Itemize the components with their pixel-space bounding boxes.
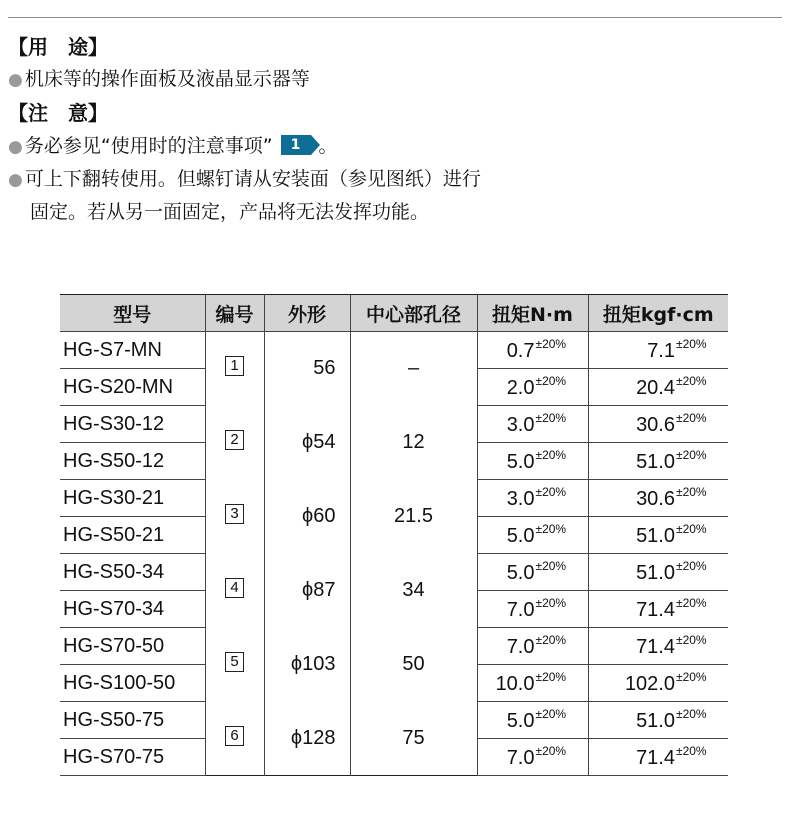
torque-kgf-cell [588,665,728,702]
caution-1-text: 务必参见“使用时的注意事项” [24,135,273,157]
caution-1-end: 。 [318,135,338,157]
usage-item [8,66,310,93]
torque-kgf-value: 20.4 [636,377,675,399]
model-cell: HG-S70-34 [60,591,205,628]
torque-kgf-cell [588,591,728,628]
center-hole-cell: – [350,332,477,406]
caution-2-line1: 可上下翻转使用。但螺钉请从安装面（参见图纸）进行 [24,168,481,190]
figure-number-box: 6 [225,726,244,746]
torque-nm-cell [477,517,588,554]
torque-nm-cell [477,443,588,480]
model-cell: HG-S100-50 [60,665,205,702]
torque-nm-cell [477,665,588,702]
tolerance-label: ±20% [676,411,707,425]
torque-kgf-value: 71.4 [636,747,675,769]
model-cell: HG-S30-21 [60,480,205,517]
table-row [60,554,728,591]
torque-kgf-value: 30.6 [636,414,675,436]
torque-nm-cell [477,702,588,739]
tolerance-label: ±20% [676,670,707,684]
shape-cell: ϕ87 [264,554,350,628]
model-cell: HG-S70-50 [60,628,205,665]
shape-cell: 56 [264,332,350,406]
torque-nm-value: 3.0 [506,414,535,436]
tolerance-label: ±20% [676,522,707,536]
model-cell: HG-S50-21 [60,517,205,554]
tolerance-label: ±20% [676,744,707,758]
torque-nm-cell [477,739,588,776]
torque-nm-cell [477,406,588,443]
torque-kgf-cell [588,332,728,369]
center-hole-cell: 75 [350,702,477,776]
caution-heading: 【注 意】 [8,101,108,125]
model-cell: HG-S70-75 [60,739,205,776]
tolerance-label: ±20% [535,522,567,536]
header-torque-nm: 扭矩N·m [477,295,588,332]
header-model: 型号 [60,295,205,332]
tolerance-label: ±20% [676,559,707,573]
shape-cell: ϕ128 [264,702,350,776]
torque-nm-cell [477,332,588,369]
tolerance-label: ±20% [535,559,567,573]
tolerance-label: ±20% [676,374,707,388]
torque-kgf-cell [588,406,728,443]
torque-kgf-value: 51.0 [636,562,675,584]
figure-number-box: 3 [225,504,244,524]
shape-cell: ϕ103 [264,628,350,702]
header-torque-kgf: 扭矩kgf·cm [588,295,728,332]
figure-number-box: 5 [225,652,244,672]
model-cell: HG-S50-34 [60,554,205,591]
usage-heading: 【用 途】 [8,35,108,59]
torque-kgf-value: 30.6 [636,488,675,510]
torque-kgf-cell [588,739,728,776]
torque-nm-value: 10.0 [495,673,535,695]
model-cell: HG-S30-12 [60,406,205,443]
number-cell [205,332,264,406]
top-divider [8,17,782,18]
caution-2-line2: 固定。若从另一面固定，产品将无法发挥功能。 [30,201,430,223]
number-cell [205,702,264,776]
center-hole-cell: 50 [350,628,477,702]
table-row [60,702,728,739]
tolerance-label: ±20% [676,337,707,351]
bullet-icon: ● [8,137,23,157]
tolerance-label: ±20% [676,596,707,610]
torque-kgf-value: 71.4 [636,599,675,621]
number-cell [205,554,264,628]
torque-kgf-value: 71.4 [636,636,675,658]
center-hole-cell: 12 [350,406,477,480]
torque-nm-cell [477,369,588,406]
tolerance-label: ±20% [535,337,567,351]
torque-nm-value: 7.0 [506,747,535,769]
torque-nm-value: 7.0 [506,599,535,621]
number-cell [205,480,264,554]
tolerance-label: ±20% [535,744,567,758]
caution-item-1 [8,133,338,160]
torque-kgf-cell [588,443,728,480]
torque-kgf-cell [588,628,728,665]
reference-arrow-badge: 1 [281,135,311,155]
torque-kgf-value: 51.0 [636,525,675,547]
table-row [60,332,728,369]
tolerance-label: ±20% [676,485,707,499]
tolerance-label: ±20% [676,633,707,647]
header-shape: 外形 [264,295,350,332]
table-row [60,406,728,443]
torque-kgf-value: 51.0 [636,451,675,473]
torque-kgf-cell [588,554,728,591]
torque-nm-value: 5.0 [506,710,535,732]
torque-nm-cell [477,480,588,517]
torque-nm-value: 2.0 [506,377,535,399]
table-header-row [60,295,728,332]
figure-number-box: 2 [225,430,244,450]
tolerance-label: ±20% [535,707,567,721]
spec-table-body [60,332,728,776]
tolerance-label: ±20% [535,448,567,462]
figure-number-box: 1 [225,356,244,376]
torque-nm-value: 7.0 [506,636,535,658]
torque-kgf-cell [588,517,728,554]
usage-text: 机床等的操作面板及液晶显示器等 [24,68,310,90]
tolerance-label: ±20% [535,411,567,425]
bullet-icon: ● [8,170,23,190]
torque-nm-value: 5.0 [506,451,535,473]
torque-nm-value: 5.0 [506,562,535,584]
header-center-hole: 中心部孔径 [350,295,477,332]
tolerance-label: ±20% [676,448,707,462]
tolerance-label: ±20% [535,485,567,499]
table-row [60,480,728,517]
center-hole-cell: 34 [350,554,477,628]
tolerance-label: ±20% [676,707,707,721]
torque-nm-cell [477,591,588,628]
table-row [60,628,728,665]
torque-nm-cell [477,554,588,591]
number-cell [205,406,264,480]
tolerance-label: ±20% [535,596,567,610]
torque-kgf-cell [588,702,728,739]
torque-kgf-cell [588,480,728,517]
tolerance-label: ±20% [535,633,567,647]
torque-kgf-value: 102.0 [624,673,675,695]
tolerance-label: ±20% [535,374,567,388]
model-cell: HG-S7-MN [60,332,205,369]
bullet-icon: ● [8,70,23,90]
number-cell [205,628,264,702]
caution-item-2 [8,166,481,193]
torque-nm-value: 0.7 [506,340,535,362]
spec-table [60,294,728,776]
torque-kgf-value: 51.0 [636,710,675,732]
torque-nm-value: 5.0 [506,525,535,547]
model-cell: HG-S50-12 [60,443,205,480]
shape-cell: ϕ60 [264,480,350,554]
torque-kgf-cell [588,369,728,406]
torque-nm-value: 3.0 [506,488,535,510]
figure-number-box: 4 [225,578,244,598]
model-cell: HG-S50-75 [60,702,205,739]
header-number: 编号 [205,295,264,332]
center-hole-cell: 21.5 [350,480,477,554]
torque-nm-cell [477,628,588,665]
torque-kgf-value: 7.1 [647,340,675,362]
model-cell: HG-S20-MN [60,369,205,406]
tolerance-label: ±20% [535,670,567,684]
shape-cell: ϕ54 [264,406,350,480]
